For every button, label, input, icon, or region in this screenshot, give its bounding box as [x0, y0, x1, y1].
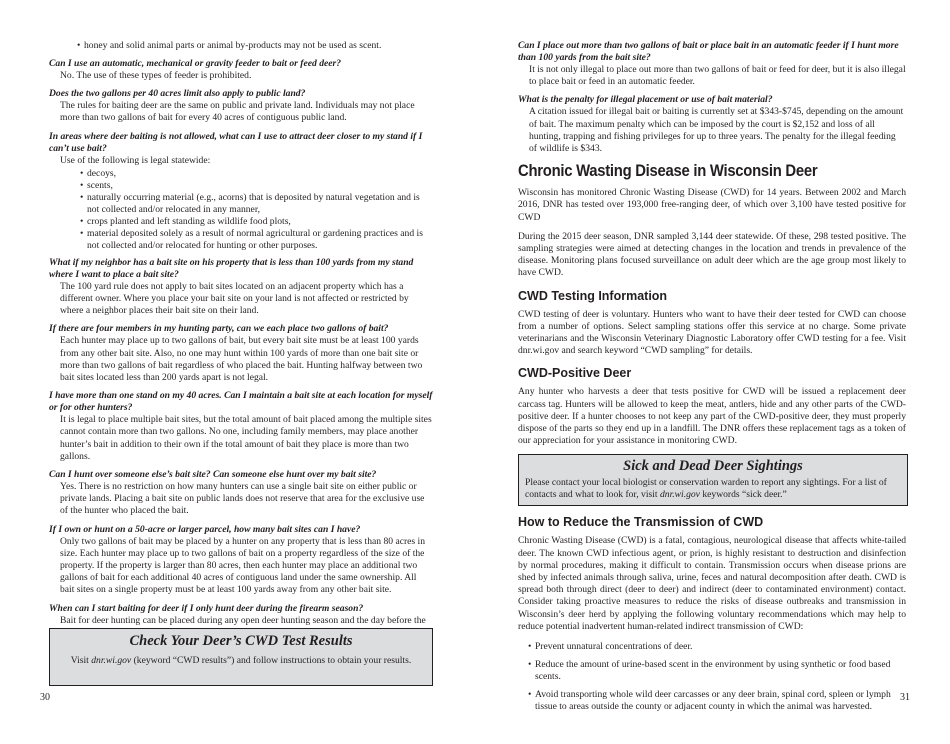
cwd-heading: Chronic Wasting Disease in Wisconsin Deer — [518, 162, 818, 181]
faq-answer: The 100 yard rule does not apply to bait sites located on an adjacent property which has a different owner. Where you place your bait site on your land is not affected or restricted by where a neighbor places their bait site on their land. — [60, 280, 409, 317]
list-item: • material deposited solely as a result of normal agricultural or gardening practices and is not collected and/or relocated for hunting or other purposes. — [80, 227, 423, 251]
paragraph: Any hunter who harvests a deer that tests positive for CWD will be issued a replacement deer carcass tag. Hunters will be allowed to keep the meat, antlers, hide and any other parts of the CWD-positive deer. If a hunter chooses to not keep any part of the CWD-positive deer, they must properly dispose of the parts so they end up in a landfill. The DNR offers these replacement tags as a token of our appreciation for your assistance in monitoring CWD. — [518, 386, 906, 447]
scent-bullet — [49, 40, 433, 52]
faq-answer: It is not only illegal to place out more than two gallons of bait or feed for deer, but it is also illegal to place bait or feed in an automatic feeder. — [529, 64, 906, 88]
faq-answer: It is legal to place multiple bait sites, but the total amount of bait placed among the multiple sites cannot contain more than two gallons. No one, including family members, may place another hunter’s bait in addition to their own if the total amount of bait they place is more than two gallons. — [60, 414, 432, 462]
callout-title: Sick and Dead Deer Sightings — [623, 458, 803, 475]
faq-answer: The rules for baiting deer are the same on public and private land. Individuals may not place more than two gallons of bait for every 40 acres of contiguous public land. — [60, 100, 415, 124]
faq-answer: Yes. There is no restriction on how many hunters can use a single bait site on either public or private lands. Placing a bait site on public lands does not reserve that area for the exclusive use of the hunter who placed the bait. — [60, 481, 425, 517]
cwd-results-callout — [49, 628, 433, 686]
sick-deer-callout — [518, 454, 908, 506]
legal-attractant-list — [49, 168, 433, 252]
left-column — [49, 38, 433, 645]
faq-answer: Bait for deer hunting can be placed during any open deer hunting season and the day before the — [60, 614, 426, 626]
faq-question: In areas where deer baiting is not allowed, what can I use to attract deer closer to my stand if I can’t use bait? — [49, 130, 423, 154]
page-number: 30 — [40, 692, 50, 703]
callout-title: Check Your Deer’s CWD Test Results — [129, 633, 353, 649]
callout-text: Please contact your local biologist or conservation warden to report any sightings. For a list of contacts and what to look for, visit dnr.wi.gov keywords “sick deer.” — [525, 477, 887, 501]
list-item: • scents, — [80, 179, 113, 191]
paragraph: CWD testing of deer is voluntary. Hunters who want to have their deer tested for CWD can choose from a number of options. Select sampling stations offer this service at no charge. Some private veterinarians and the Wisconsin Veterinary Diagnostic Laboratory offer CWD testing for a fee. Visit dnr.wi.gov and search keyword “CWD sampling” for details. — [518, 308, 906, 357]
faq-question: Does the two gallons per 40 acres limit also apply to public land? — [49, 88, 306, 100]
testing-heading: CWD Testing Information — [518, 288, 668, 303]
faq-answer: No. The use of these types of feeder is prohibited. — [60, 70, 252, 81]
faq-question: When can I start baiting for deer if I only hunt deer during the firearm season? — [49, 602, 364, 614]
reduce-heading: How to Reduce the Transmission of CWD — [518, 515, 764, 530]
list-item: • naturally occurring material (e.g., acorns) that is deposited by natural vegetation and is not collected and/or relocated in any manner, — [80, 191, 420, 215]
right-page — [475, 0, 950, 744]
faq-answer: Each hunter may place up to two gallons of bait, but every bait site must be at least 100 yards from any other bait site. Also, no one may hunt within 100 yards of more than one bait site or more than two gallons of bait regardless of who placed the bait. Hunting halfway between two bait sites located less than 200 yards apart is not legal. — [60, 335, 423, 384]
faq-question: What if my neighbor has a bait site on his property that is less than 100 yards from my stand where I want to place a bait site? — [49, 256, 414, 280]
paragraph: Wisconsin has monitored Chronic Wasting Disease (CWD) for 14 years. Between 2002 and March 2016, DNR has tested over 193,000 free-ranging deer, of which over 3,100 have tested positive for CWD — [518, 187, 906, 223]
faq-question: If I own or hunt on a 50-acre or larger parcel, how many bait sites can I have? — [49, 523, 361, 535]
paragraph: Chronic Wasting Disease (CWD) is a fatal, contagious, neurological disease that affects white-tailed deer. The known CWD infectious agent, or prion, is highly resistant to destruction and disinfection by normal procedures, making it difficult to contain. Transmission occurs when disease prions are shed by infected animals through saliva, urine, feces and natural decomposition after death. CWD is spread both through direct (deer to deer) and indirect (deer to contaminated environment) contact. Consider taking proactive measures to reduce the risks of disease outbreaks and transmission in Wisconsin’s deer herd by applying the following voluntary recommendations which may help to reduce potential inadvertent human-related indirect transmission of CWD: — [518, 535, 906, 632]
list-item: • honey and solid animal parts or animal by-products may not be used as scent. — [77, 40, 382, 51]
faq-question: Can I place out more than two gallons of bait or place bait in an automatic feeder if I hunt more than 100 yards from the bait site? — [518, 40, 899, 63]
list-item: • decoys, — [80, 167, 117, 179]
list-item: • Prevent unnatural concentrations of deer. — [528, 641, 693, 653]
list-item: • crops planted and left standing as wildlife food plots, — [80, 215, 291, 227]
faq-question: I have more than one stand on my 40 acres. Can I maintain a bait site at each location for myself or for other hunters? — [49, 390, 433, 414]
list-item: • Reduce the amount of urine-based scent in the environment by using synthetic or food based scents. — [528, 659, 891, 683]
faq-question: If there are four members in my hunting party, can we each place two gallons of bait? — [49, 323, 389, 335]
right-column — [518, 40, 906, 719]
recommendation-list — [518, 641, 906, 713]
faq-answer: A citation issued for illegal bait or baiting is currently set at $343-$745, depending on the amount of bait. The maximum penalty which can be imposed by the court is $2,152 and loss of all hunting, trapping and fishing privileges for up to three years. The penalty for the illegal feeding of wildlife is $343. — [529, 106, 904, 155]
paragraph: During the 2015 deer season, DNR sampled 3,144 deer statewide. Of these, 298 tested positive. The sampling strategies were aimed at detecting changes in the location and trends in prevalence of the disease. Monitoring plans focused surveillance on adult deer which are the age group most likely to have CWD. — [518, 230, 906, 279]
page-number: 31 — [900, 692, 910, 703]
callout-text: Visit dnr.wi.gov (keyword “CWD results”) and follow instructions to obtain your results. — [70, 655, 412, 666]
dnr-link[interactable]: dnr.wi.gov — [91, 655, 132, 666]
faq-question: What is the penalty for illegal placement or use of bait material? — [518, 94, 773, 106]
dnr-link[interactable]: dnr.wi.gov — [659, 489, 700, 501]
list-item: • Avoid transporting whole wild deer carcasses or any deer brain, spinal cord, spleen or lymph tissue to areas outside the county or adjacent county in which the animal was harvested. — [528, 689, 891, 713]
faq-question: Can I hunt over someone else’s bait site? Can someone else hunt over my bait site? — [49, 469, 377, 481]
positive-heading: CWD-Positive Deer — [518, 366, 632, 381]
faq-question: Can I use an automatic, mechanical or gravity feeder to bait or feed deer? — [49, 58, 342, 69]
faq-answer: Use of the following is legal statewide: — [60, 154, 211, 166]
faq-answer: Only two gallons of bait may be placed by a hunter on any property that is less than 80 acres in size. Each hunter may place up to two gallons of bait on a property regardless of the size of the property. If the property is larger than 80 acres, then each hunter may place an additional two gallons of bait for each additional 40 acres of contiguous land under the same ownership. All bait sites on a single property must be at least 100 yards away from any other bait site. — [60, 535, 426, 596]
